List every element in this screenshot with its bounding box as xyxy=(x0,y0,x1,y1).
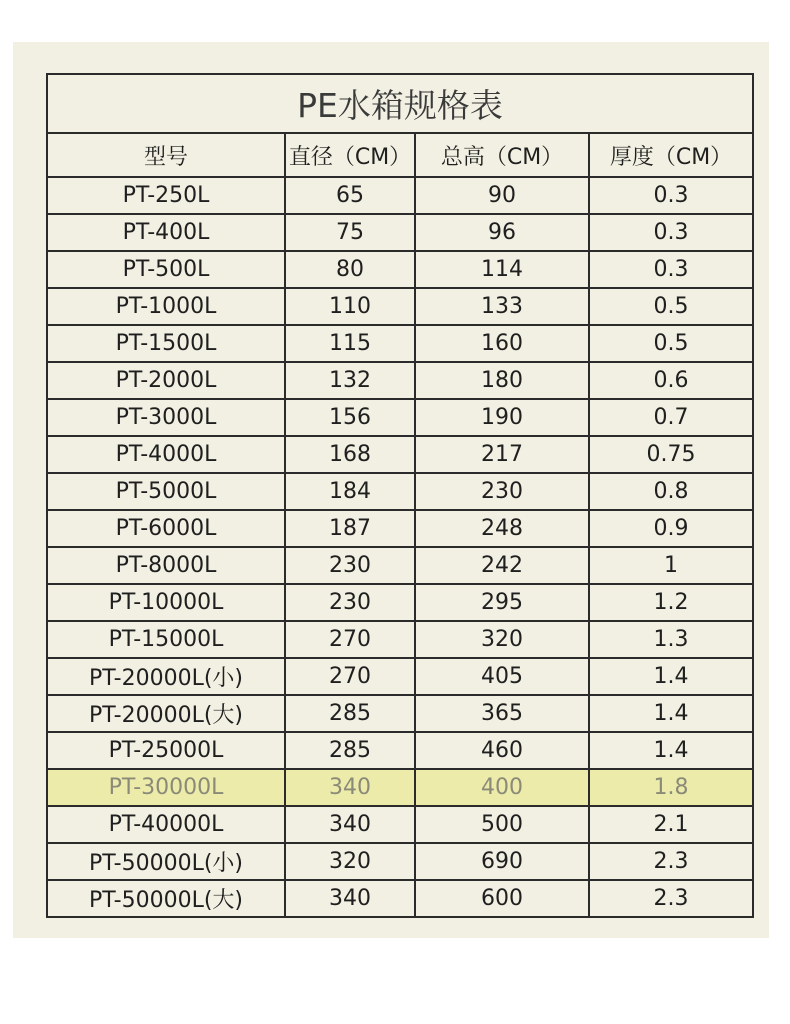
table-row xyxy=(47,658,753,695)
cell-height: 365 xyxy=(415,695,589,732)
cell-thickness: 1.4 xyxy=(589,732,753,769)
table-row xyxy=(47,362,753,399)
table-row xyxy=(47,436,753,473)
cell-thickness: 0.8 xyxy=(589,473,753,510)
cell-diameter: 340 xyxy=(285,806,415,843)
cell-height: 96 xyxy=(415,214,589,251)
header-thickness: 厚度（CM） xyxy=(589,133,753,177)
cell-model: PT-50000L(小) xyxy=(47,843,285,880)
cell-diameter: 270 xyxy=(285,621,415,658)
cell-height: 160 xyxy=(415,325,589,362)
cell-thickness: 0.5 xyxy=(589,288,753,325)
cell-height: 690 xyxy=(415,843,589,880)
cell-height: 180 xyxy=(415,362,589,399)
header-row xyxy=(47,133,753,177)
cell-thickness: 0.3 xyxy=(589,214,753,251)
cell-diameter: 115 xyxy=(285,325,415,362)
cell-model: PT-10000L xyxy=(47,584,285,621)
cell-diameter: 340 xyxy=(285,769,415,806)
cell-height: 600 xyxy=(415,880,589,917)
cell-model: PT-20000L(小) xyxy=(47,658,285,695)
cell-thickness: 1.8 xyxy=(589,769,753,806)
cell-diameter: 230 xyxy=(285,547,415,584)
cell-height: 230 xyxy=(415,473,589,510)
cell-height: 190 xyxy=(415,399,589,436)
cell-thickness: 0.3 xyxy=(589,177,753,214)
table-row xyxy=(47,399,753,436)
table-row xyxy=(47,880,753,917)
cell-thickness: 0.7 xyxy=(589,399,753,436)
cell-diameter: 132 xyxy=(285,362,415,399)
cell-height: 460 xyxy=(415,732,589,769)
cell-height: 400 xyxy=(415,769,589,806)
cell-model: PT-400L xyxy=(47,214,285,251)
cell-diameter: 340 xyxy=(285,880,415,917)
table-title: PE水箱规格表 xyxy=(47,74,753,133)
cell-thickness: 1.4 xyxy=(589,695,753,732)
cell-model: PT-500L xyxy=(47,251,285,288)
cell-model: PT-15000L xyxy=(47,621,285,658)
cell-model: PT-8000L xyxy=(47,547,285,584)
cell-model: PT-2000L xyxy=(47,362,285,399)
table-row xyxy=(47,621,753,658)
table-row xyxy=(47,325,753,362)
cell-diameter: 75 xyxy=(285,214,415,251)
cell-model: PT-1000L xyxy=(47,288,285,325)
cell-thickness: 0.9 xyxy=(589,510,753,547)
cell-thickness: 1.4 xyxy=(589,658,753,695)
cell-diameter: 270 xyxy=(285,658,415,695)
table-row xyxy=(47,584,753,621)
header-model: 型号 xyxy=(47,133,285,177)
table-row xyxy=(47,547,753,584)
spec-table xyxy=(46,73,754,918)
table-row xyxy=(47,732,753,769)
cell-thickness: 2.3 xyxy=(589,843,753,880)
cell-diameter: 230 xyxy=(285,584,415,621)
cell-diameter: 285 xyxy=(285,695,415,732)
cell-height: 114 xyxy=(415,251,589,288)
cell-model: PT-5000L xyxy=(47,473,285,510)
cell-height: 90 xyxy=(415,177,589,214)
cell-height: 242 xyxy=(415,547,589,584)
cell-diameter: 187 xyxy=(285,510,415,547)
cell-model: PT-4000L xyxy=(47,436,285,473)
table-row-highlighted xyxy=(47,769,753,806)
cell-model: PT-1500L xyxy=(47,325,285,362)
cell-height: 248 xyxy=(415,510,589,547)
cell-model: PT-25000L xyxy=(47,732,285,769)
cell-thickness: 2.1 xyxy=(589,806,753,843)
cell-model: PT-30000L xyxy=(47,769,285,806)
cell-thickness: 1 xyxy=(589,547,753,584)
table-row xyxy=(47,806,753,843)
cell-height: 405 xyxy=(415,658,589,695)
header-diameter: 直径（CM） xyxy=(285,133,415,177)
table-row xyxy=(47,177,753,214)
table-row xyxy=(47,510,753,547)
cell-diameter: 184 xyxy=(285,473,415,510)
cell-thickness: 0.75 xyxy=(589,436,753,473)
table-row xyxy=(47,251,753,288)
cell-height: 500 xyxy=(415,806,589,843)
table-row xyxy=(47,288,753,325)
cell-height: 217 xyxy=(415,436,589,473)
cell-height: 133 xyxy=(415,288,589,325)
table-row xyxy=(47,695,753,732)
cell-diameter: 156 xyxy=(285,399,415,436)
cell-thickness: 1.2 xyxy=(589,584,753,621)
cell-thickness: 2.3 xyxy=(589,880,753,917)
table-row xyxy=(47,473,753,510)
cell-height: 320 xyxy=(415,621,589,658)
cell-model: PT-250L xyxy=(47,177,285,214)
cell-diameter: 320 xyxy=(285,843,415,880)
cell-model: PT-50000L(大) xyxy=(47,880,285,917)
cell-height: 295 xyxy=(415,584,589,621)
cell-model: PT-3000L xyxy=(47,399,285,436)
cell-model: PT-40000L xyxy=(47,806,285,843)
cell-diameter: 65 xyxy=(285,177,415,214)
table-row xyxy=(47,214,753,251)
cell-thickness: 1.3 xyxy=(589,621,753,658)
cell-diameter: 110 xyxy=(285,288,415,325)
cell-model: PT-20000L(大) xyxy=(47,695,285,732)
cell-diameter: 80 xyxy=(285,251,415,288)
cell-thickness: 0.3 xyxy=(589,251,753,288)
cell-thickness: 0.5 xyxy=(589,325,753,362)
table-row xyxy=(47,843,753,880)
cell-diameter: 168 xyxy=(285,436,415,473)
cell-diameter: 285 xyxy=(285,732,415,769)
cell-model: PT-6000L xyxy=(47,510,285,547)
cell-thickness: 0.6 xyxy=(589,362,753,399)
header-height: 总高（CM） xyxy=(415,133,589,177)
